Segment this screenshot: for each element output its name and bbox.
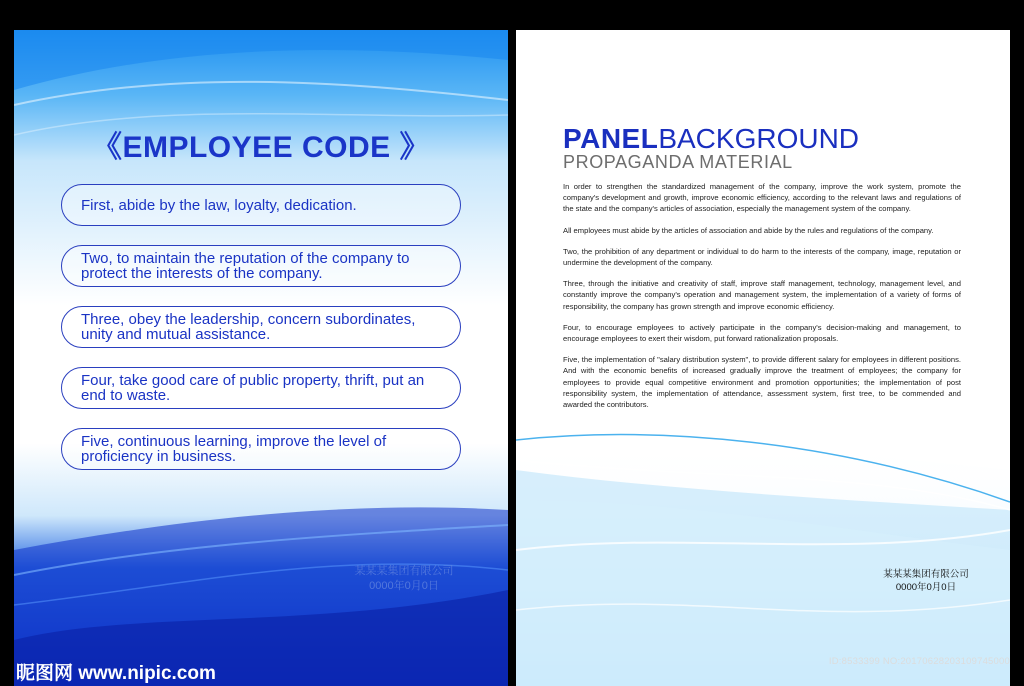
code-item-3 [61, 306, 461, 348]
id-watermark: ID:8533399 NO:20170628203109745000 [828, 656, 1010, 667]
body-text [563, 181, 961, 420]
heading-bold-part: PANEL [563, 123, 659, 154]
code-item-4 [61, 367, 461, 409]
company-date: 0000年0月0日 [369, 580, 439, 592]
right-panel [516, 30, 1010, 686]
left-panel [14, 30, 508, 686]
employee-code-title: 《EMPLOYEE CODE 》 [91, 131, 431, 164]
paragraph: Two, the prohibition of any department or individual to do harm to the interests of the company, image, reputation or undermine the development of the company. [563, 246, 961, 268]
site-watermark: 昵图网 www.nipic.com [16, 663, 216, 684]
company-name: 某某某集团有限公司 [354, 565, 454, 577]
right-footer [846, 568, 1006, 594]
code-item-text: Four, take good care of public property, thrift, put an end to waste. [81, 372, 425, 404]
heading-light-part: BACKGROUND [658, 123, 860, 154]
code-item-text: Five, continuous learning, improve the level of proficiency in business. [81, 433, 387, 465]
paragraph: Three, through the initiative and creativity of staff, improve staff management, technology, management level, and constantly improve the company's operation and management system, the implementation of a variety of forms of responsibility, the company has grown strength and improve economic efficiency. [563, 279, 961, 311]
paragraph: Five, the implementation of "salary distribution system", to provide different salary for employees in different positions. And with the economic benefits of increased gradually improve the treatment of employees; the company for employees to provide equal competitive environment and promotion opportunities; the implementation of post responsibility system, the implementation of attendance, assessment system, first tree, to be commended and awarded the contributors. [563, 355, 961, 410]
code-item-text: Three, obey the leadership, concern subordinates, unity and mutual assistance. [81, 311, 416, 343]
code-item-text: Two, to maintain the reputation of the company to protect the interests of the company. [81, 250, 410, 282]
code-item-1 [61, 184, 461, 226]
company-name: 某某某集团有限公司 [883, 569, 969, 580]
paragraph: All employees must abide by the articles of association and abide by the rules and regulations of the company. [563, 225, 934, 235]
propaganda-subheading: PROPAGANDA MATERIAL [563, 152, 793, 172]
panel-background-heading [563, 124, 859, 154]
paragraph: In order to strengthen the standardized management of the company, improve the work system, promote the company's development and growth, improve economic efficiency, according to the relevant laws and regulations of the state and the company's articles of association, especially the management system of the company. [563, 182, 961, 214]
code-item-text: First, abide by the law, loyalty, dedication. [81, 196, 357, 214]
company-date: 0000年0月0日 [895, 582, 957, 593]
paragraph: Four, to encourage employees to actively participate in the company's decision-making and management, to encourage employees to exert their wisdom, put forward rationalization proposals. [563, 322, 961, 344]
left-footer [314, 564, 494, 594]
code-item-2 [61, 245, 461, 287]
code-item-5 [61, 428, 461, 470]
